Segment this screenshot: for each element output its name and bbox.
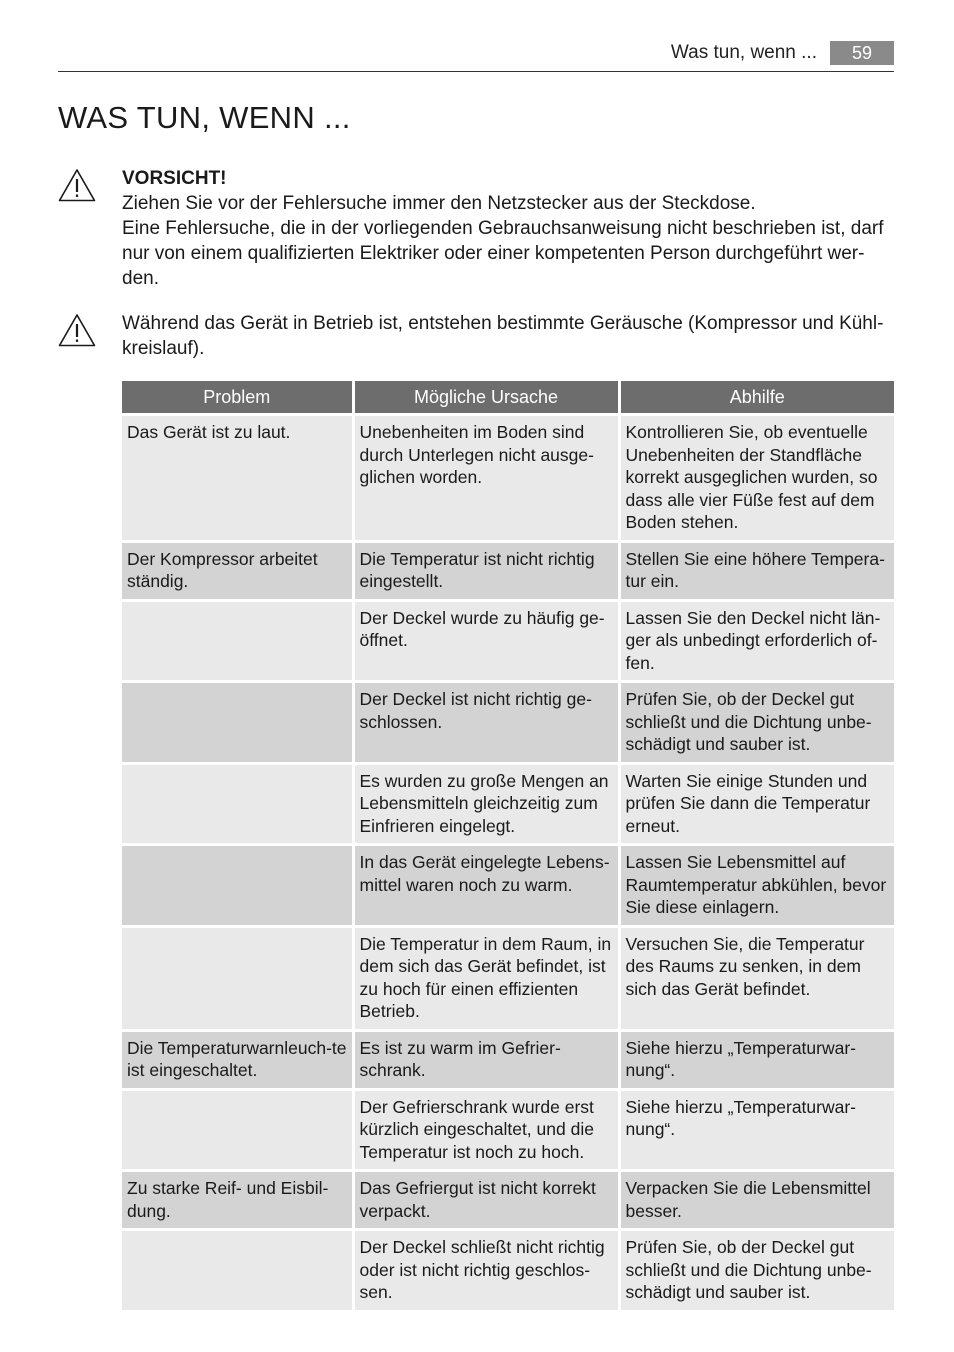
caution-line: Ziehen Sie vor der Fehlersuche immer den Netzstecker aus der Steckdose.	[122, 193, 756, 214]
remedy-cell: Prüfen Sie, ob der Deckel gut schließt und die Dichtung unbe-schädigt und sauber ist.	[619, 1230, 894, 1312]
cause-cell: Der Deckel schließt nicht richtig oder ist nicht richtig geschlos-sen.	[353, 1230, 619, 1312]
table-row	[122, 926, 894, 1030]
column-header-cause: Mögliche Ursache	[353, 381, 619, 415]
cause-cell: Der Deckel wurde zu häufig ge-öffnet.	[353, 600, 619, 682]
cause-cell: Die Temperatur in dem Raum, in dem sich das Gerät befindet, ist zu hoch für einen effizienten Betrieb.	[353, 926, 619, 1030]
warning-triangle-icon	[58, 168, 96, 202]
cause-cell: Der Deckel ist nicht richtig ge-schlossen.	[353, 682, 619, 764]
problem-cell	[122, 600, 353, 682]
remedy-cell: Kontrollieren Sie, ob eventuelle Unebenheiten der Standfläche korrekt ausgeglichen wurden, so dass alle vier Füße fest auf dem Boden stehen.	[619, 415, 894, 542]
problem-cell	[122, 682, 353, 764]
remedy-cell: Verpacken Sie die Lebensmittel besser.	[619, 1171, 894, 1230]
page-title: WAS TUN, WENN ...	[58, 100, 351, 135]
problem-cell: Die Temperaturwarnleuch-te ist eingeschaltet.	[122, 1030, 353, 1089]
page-number: 59	[830, 41, 894, 65]
cause-cell: In das Gerät eingelegte Lebens-mittel waren noch zu warm.	[353, 845, 619, 927]
cause-cell: Es ist zu warm im Gefrier-schrank.	[353, 1030, 619, 1089]
problem-cell	[122, 763, 353, 845]
cause-cell: Es wurden zu große Mengen an Lebensmitteln gleichzeitig zum Einfrieren eingelegt.	[353, 763, 619, 845]
remedy-cell: Siehe hierzu „Temperaturwar-nung“.	[619, 1089, 894, 1171]
problem-cell	[122, 926, 353, 1030]
table-row	[122, 1230, 894, 1312]
remedy-cell: Lassen Sie Lebensmittel auf Raumtemperatur abkühlen, bevor Sie diese einlagern.	[619, 845, 894, 927]
table-row	[122, 682, 894, 764]
remedy-cell: Prüfen Sie, ob der Deckel gut schließt und die Dichtung unbe-schädigt und sauber ist.	[619, 682, 894, 764]
page-header	[58, 40, 894, 72]
table-header-row	[122, 381, 894, 415]
problem-cell: Der Kompressor arbeitet ständig.	[122, 541, 353, 600]
problem-cell	[122, 1089, 353, 1171]
problem-cell	[122, 1230, 353, 1312]
table-row	[122, 763, 894, 845]
column-header-remedy: Abhilfe	[619, 381, 894, 415]
remedy-cell: Stellen Sie eine höhere Tempera-tur ein.	[619, 541, 894, 600]
table-row	[122, 1089, 894, 1171]
caution-text	[122, 166, 894, 291]
noise-text	[122, 311, 894, 361]
table-row	[122, 541, 894, 600]
caution-heading: VORSICHT!	[122, 168, 227, 189]
cause-cell: Der Gefrierschrank wurde erst kürzlich eingeschaltet, und die Temperatur ist noch zu hoch.	[353, 1089, 619, 1171]
problem-cell: Das Gerät ist zu laut.	[122, 415, 353, 542]
remedy-cell: Warten Sie einige Stunden und prüfen Sie dann die Temperatur erneut.	[619, 763, 894, 845]
caution-line: Eine Fehlersuche, die in der vorliegenden Gebrauchsanweisung nicht beschrieben ist, darf nur von einem qualifizierten Elektriker oder einer kompetenten Person durchgeführt wer-den.	[122, 218, 884, 289]
problem-cell	[122, 845, 353, 927]
table-row	[122, 600, 894, 682]
noise-line: Während das Gerät in Betrieb ist, entstehen bestimmte Geräusche (Kompressor und Kühl-kreislauf).	[122, 313, 884, 359]
cause-cell: Die Temperatur ist nicht richtig eingestellt.	[353, 541, 619, 600]
troubleshooting-table	[122, 381, 894, 1313]
problem-cell: Zu starke Reif- und Eisbil-dung.	[122, 1171, 353, 1230]
warning-triangle-icon	[58, 313, 96, 347]
column-header-problem: Problem	[122, 381, 353, 415]
table-row	[122, 1030, 894, 1089]
table-row	[122, 415, 894, 542]
remedy-cell: Lassen Sie den Deckel nicht län-ger als unbedingt erforderlich of-fen.	[619, 600, 894, 682]
table-row	[122, 845, 894, 927]
cause-cell: Unebenheiten im Boden sind durch Unterlegen nicht ausge-glichen worden.	[353, 415, 619, 542]
table-row	[122, 1171, 894, 1230]
cause-cell: Das Gefriergut ist nicht korrekt verpackt.	[353, 1171, 619, 1230]
running-header-title: Was tun, wenn ...	[670, 42, 817, 63]
remedy-cell: Siehe hierzu „Temperaturwar-nung“.	[619, 1030, 894, 1089]
remedy-cell: Versuchen Sie, die Temperatur des Raums zu senken, in dem sich das Gerät befindet.	[619, 926, 894, 1030]
